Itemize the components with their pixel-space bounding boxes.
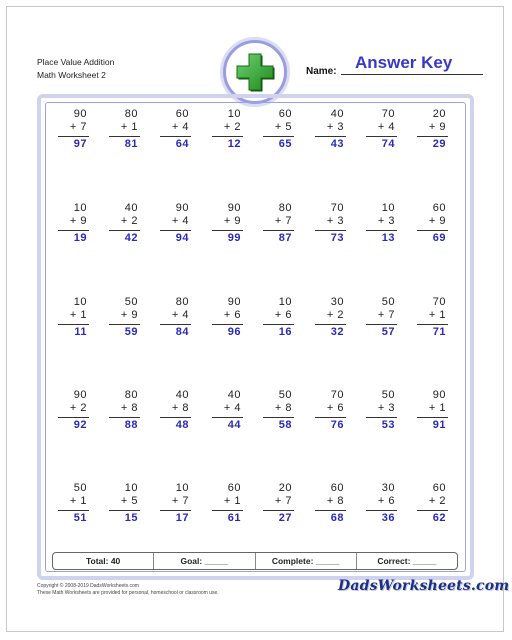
problem-top-number: 40	[227, 389, 241, 401]
problem-rule	[366, 417, 397, 418]
problem-rule	[366, 510, 397, 511]
problem	[209, 108, 243, 158]
problem-rule	[366, 230, 397, 231]
problem-answer: 58	[278, 419, 292, 431]
problem-answer: 57	[381, 326, 395, 338]
problem-top-number: 60	[432, 202, 446, 214]
problem-top-number: 80	[124, 108, 138, 120]
problem-top-number: 60	[278, 108, 292, 120]
problem-rule	[58, 510, 89, 511]
problem-rule	[160, 417, 191, 418]
problem	[106, 296, 140, 346]
problem-answer: 12	[227, 138, 241, 150]
problem-top-number: 60	[175, 108, 189, 120]
problem-addend: + 4	[377, 121, 395, 133]
problem-top-number: 50	[124, 296, 138, 308]
copyright-line1: Copyright © 2008-2019 DadsWorksheets.com	[37, 583, 139, 589]
problem-answer: 42	[124, 232, 138, 244]
problem	[414, 202, 448, 252]
problem-addend: + 4	[223, 402, 241, 414]
problem-answer: 94	[175, 232, 189, 244]
problem	[157, 108, 191, 158]
problem-answer: 51	[73, 512, 87, 524]
problem-rule	[417, 510, 448, 511]
problem-top-number: 10	[278, 296, 292, 308]
problem	[209, 389, 243, 439]
problem-top-number: 60	[432, 482, 446, 494]
problem-answer: 43	[330, 138, 344, 150]
problem-answer: 92	[73, 419, 87, 431]
problem	[414, 389, 448, 439]
problem-top-number: 80	[175, 296, 189, 308]
problem	[157, 482, 191, 532]
problem-answer: 91	[432, 419, 446, 431]
problem-top-number: 60	[227, 482, 241, 494]
problem-addend: + 9	[120, 309, 138, 321]
copyright-line2: These Math Worksheets are provided for personal, homeschool or classroom use.	[37, 590, 219, 596]
problem-answer: 36	[381, 512, 395, 524]
problem-top-number: 20	[278, 482, 292, 494]
goal-cell: Goal: _____	[153, 553, 254, 569]
problem	[363, 296, 397, 346]
problem-rule	[315, 510, 346, 511]
worksheet-title	[37, 56, 114, 82]
problem-answer: 99	[227, 232, 241, 244]
problem-answer: 17	[175, 512, 189, 524]
problem-addend: + 3	[377, 215, 395, 227]
answer-key-text: Answer Key	[355, 53, 453, 72]
problem	[363, 389, 397, 439]
problem-rule	[315, 324, 346, 325]
problem-rule	[315, 417, 346, 418]
problem-answer: 16	[278, 326, 292, 338]
problem-top-number: 90	[432, 389, 446, 401]
problem-addend: + 9	[428, 215, 446, 227]
problem	[106, 202, 140, 252]
problem-top-number: 40	[330, 108, 344, 120]
problem-answer: 71	[432, 326, 446, 338]
problem	[312, 108, 346, 158]
copyright-notice	[37, 583, 219, 597]
problem-rule	[263, 510, 294, 511]
problem-addend: + 9	[223, 215, 241, 227]
problem-answer: 48	[175, 419, 189, 431]
problem-top-number: 10	[73, 202, 87, 214]
problem-top-number: 30	[330, 296, 344, 308]
problem-rule	[160, 324, 191, 325]
problem	[260, 202, 294, 252]
problem-addend: + 4	[171, 121, 189, 133]
problem-addend: + 8	[120, 402, 138, 414]
problem-answer: 27	[278, 512, 292, 524]
problem-top-number: 10	[227, 108, 241, 120]
problem-addend: + 5	[120, 495, 138, 507]
problem-rule	[58, 324, 89, 325]
problem	[209, 202, 243, 252]
problem-addend: + 7	[274, 495, 292, 507]
problem-answer: 97	[73, 138, 87, 150]
problem-rule	[366, 324, 397, 325]
problem-addend: + 1	[428, 402, 446, 414]
problem-addend: + 1	[69, 495, 87, 507]
problem-answer: 19	[73, 232, 87, 244]
problem-addend: + 1	[428, 309, 446, 321]
problem-answer: 84	[175, 326, 189, 338]
problem-answer: 69	[432, 232, 446, 244]
problem	[260, 296, 294, 346]
problem-answer: 73	[330, 232, 344, 244]
problem	[260, 108, 294, 158]
problem-top-number: 80	[278, 202, 292, 214]
problem-rule	[109, 230, 140, 231]
problem-answer: 76	[330, 419, 344, 431]
total-cell: Total: 40	[85, 556, 121, 566]
problem-top-number: 60	[330, 482, 344, 494]
problem-rule	[109, 324, 140, 325]
problem-answer: 64	[175, 138, 189, 150]
problem-top-number: 40	[124, 202, 138, 214]
problem-addend: + 7	[69, 121, 87, 133]
problem-rule	[160, 136, 191, 137]
problem-answer: 65	[278, 138, 292, 150]
problem-addend: + 2	[69, 402, 87, 414]
problem-addend: + 2	[223, 121, 241, 133]
problem-top-number: 20	[432, 108, 446, 120]
problem-top-number: 50	[381, 389, 395, 401]
problem	[106, 482, 140, 532]
problem-top-number: 90	[227, 202, 241, 214]
problem-answer: 96	[227, 326, 241, 338]
problem-addend: + 8	[171, 402, 189, 414]
problem-addend: + 6	[274, 309, 292, 321]
problem	[157, 296, 191, 346]
problem-answer: 29	[432, 138, 446, 150]
problem-answer: 81	[124, 138, 138, 150]
worksheet-title-line1: Place Value Addition	[37, 57, 115, 67]
green-plus-icon	[233, 50, 277, 94]
problem-answer: 32	[330, 326, 344, 338]
problem-addend: + 8	[274, 402, 292, 414]
problem-rule	[263, 136, 294, 137]
problem-rule	[160, 230, 191, 231]
problem-addend: + 1	[120, 121, 138, 133]
problem	[55, 296, 89, 346]
problem-rule	[212, 417, 243, 418]
complete-cell: Complete: _____	[255, 553, 356, 569]
problem-rule	[58, 136, 89, 137]
problem-rule	[109, 136, 140, 137]
problem-addend: + 8	[326, 495, 344, 507]
problem-top-number: 10	[175, 482, 189, 494]
problem-rule	[212, 136, 243, 137]
problem-answer: 61	[227, 512, 241, 524]
problem-answer: 62	[432, 512, 446, 524]
problem-rule	[417, 136, 448, 137]
problem	[209, 296, 243, 346]
problem	[414, 296, 448, 346]
problem	[363, 202, 397, 252]
problem	[363, 482, 397, 532]
problem	[312, 389, 346, 439]
problem-top-number: 70	[330, 202, 344, 214]
problem	[55, 389, 89, 439]
problem-addend: + 5	[274, 121, 292, 133]
problem-addend: + 7	[171, 495, 189, 507]
dadsworksheets-logo: DadsWorksheets.com	[338, 578, 510, 594]
problem-top-number: 50	[73, 482, 87, 494]
problem-rule	[58, 417, 89, 418]
problem-addend: + 2	[428, 495, 446, 507]
problem-rule	[212, 510, 243, 511]
problem-rule	[212, 324, 243, 325]
problem-answer: 15	[124, 512, 138, 524]
problem-answer: 74	[381, 138, 395, 150]
problem-top-number: 30	[381, 482, 395, 494]
worksheet-title-line2: Math Worksheet 2	[37, 70, 106, 80]
problem-top-number: 90	[175, 202, 189, 214]
problem-answer: 11	[74, 326, 87, 338]
problem-top-number: 90	[227, 296, 241, 308]
problem-answer: 13	[381, 232, 395, 244]
problem-top-number: 70	[330, 389, 344, 401]
problem	[363, 108, 397, 158]
problem-rule	[417, 417, 448, 418]
problem-addend: + 7	[377, 309, 395, 321]
problem-top-number: 70	[381, 108, 395, 120]
problem-addend: + 1	[69, 309, 87, 321]
problem-addend: + 4	[171, 215, 189, 227]
problem-addend: + 3	[326, 215, 344, 227]
name-label: Name:	[306, 66, 337, 77]
problem-rule	[366, 136, 397, 137]
problem-top-number: 80	[124, 389, 138, 401]
problem-rule	[160, 510, 191, 511]
problem	[209, 482, 243, 532]
problem	[157, 389, 191, 439]
name-line	[341, 74, 483, 75]
problem-rule	[263, 324, 294, 325]
problem	[414, 108, 448, 158]
problem-rule	[58, 230, 89, 231]
problem-rule	[263, 417, 294, 418]
problem	[414, 482, 448, 532]
problem-answer: 53	[381, 419, 395, 431]
problem-addend: + 9	[69, 215, 87, 227]
problem-addend: + 2	[120, 215, 138, 227]
problem-top-number: 90	[73, 108, 87, 120]
problem-top-number: 10	[124, 482, 138, 494]
problem	[312, 296, 346, 346]
problem-rule	[212, 230, 243, 231]
problem-rule	[109, 510, 140, 511]
problem-addend: + 6	[223, 309, 241, 321]
problem-top-number: 40	[175, 389, 189, 401]
problem-addend: + 9	[428, 121, 446, 133]
problem-rule	[315, 136, 346, 137]
problem-top-number: 10	[73, 296, 87, 308]
problem	[55, 108, 89, 158]
problem	[260, 389, 294, 439]
problem-addend: + 2	[326, 309, 344, 321]
problem	[55, 202, 89, 252]
problem-rule	[417, 324, 448, 325]
problem-top-number: 70	[432, 296, 446, 308]
problem-answer: 87	[278, 232, 292, 244]
problem-answer: 59	[124, 326, 138, 338]
problem-addend: + 6	[377, 495, 395, 507]
problem	[312, 202, 346, 252]
problem-top-number: 50	[278, 389, 292, 401]
problems-grid	[49, 108, 462, 548]
problem-addend: + 6	[326, 402, 344, 414]
problem	[106, 389, 140, 439]
problem-addend: + 3	[326, 121, 344, 133]
problem-rule	[315, 230, 346, 231]
problem-addend: + 1	[223, 495, 241, 507]
problem-answer: 88	[124, 419, 138, 431]
problem-top-number: 50	[381, 296, 395, 308]
problem-addend: + 7	[274, 215, 292, 227]
problem	[312, 482, 346, 532]
problem-rule	[109, 417, 140, 418]
correct-cell: Correct: _____	[356, 553, 457, 569]
problem-top-number: 90	[73, 389, 87, 401]
problem-rule	[263, 230, 294, 231]
problem	[260, 482, 294, 532]
problem-rule	[417, 230, 448, 231]
problem-answer: 44	[227, 419, 241, 431]
problem-addend: + 3	[377, 402, 395, 414]
problem-addend: + 4	[171, 309, 189, 321]
score-footer	[52, 552, 458, 570]
problem-answer: 68	[330, 512, 344, 524]
problem	[106, 108, 140, 158]
problem	[55, 482, 89, 532]
problem-top-number: 10	[381, 202, 395, 214]
problem	[157, 202, 191, 252]
